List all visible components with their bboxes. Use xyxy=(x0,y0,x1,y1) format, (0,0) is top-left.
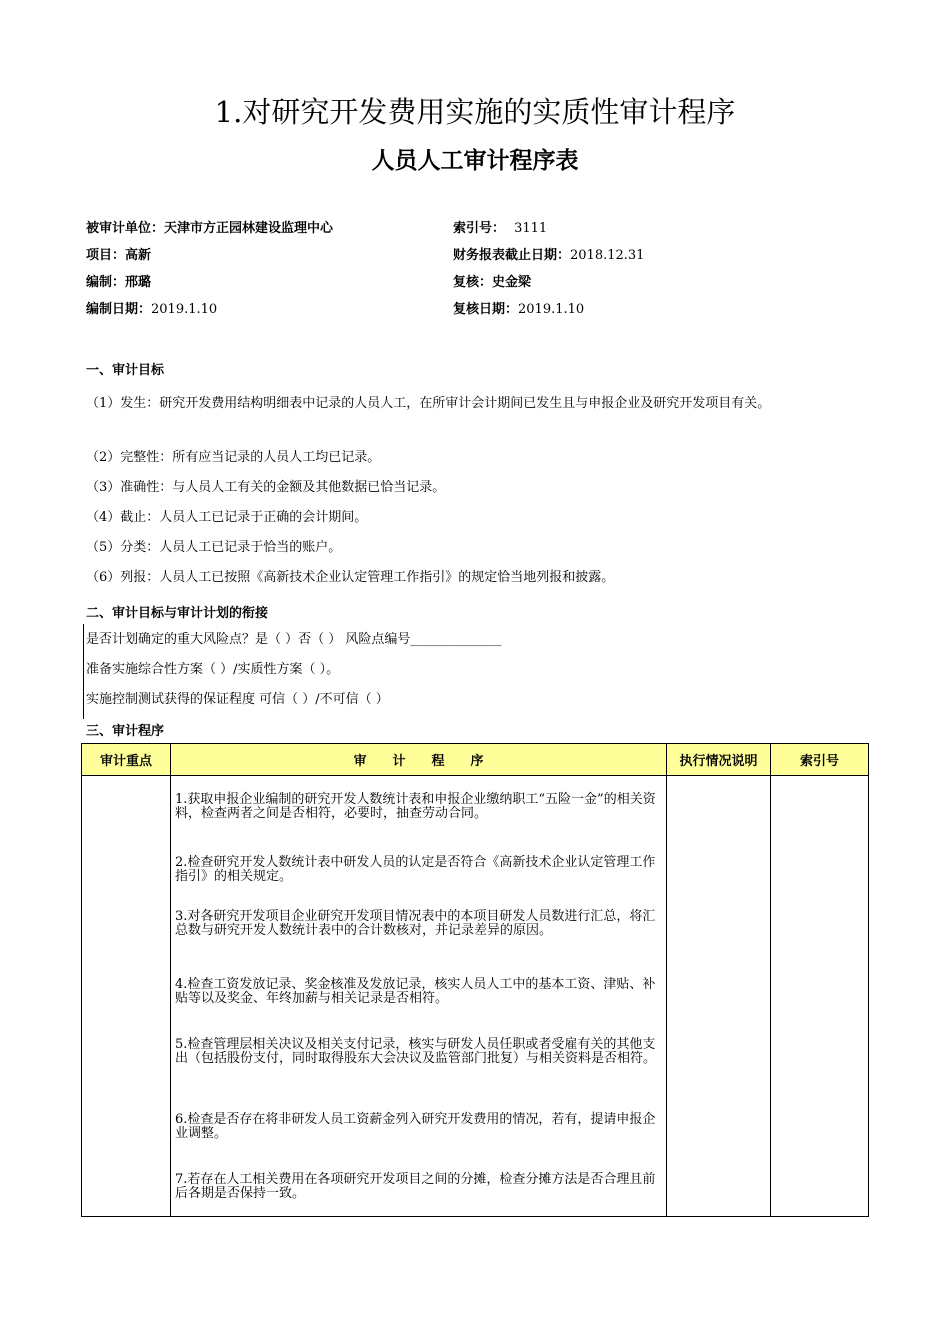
reviewer-value: 史金梁 xyxy=(492,275,532,290)
index-value: 3111 xyxy=(514,221,548,236)
preparer-row xyxy=(86,274,151,292)
section2-left-rule xyxy=(83,624,84,719)
review-date-value: 2019.1.10 xyxy=(518,302,585,317)
procedure-cell xyxy=(171,776,667,1217)
procedure-step: 7.若存在人工相关费用在各项研究开发项目之间的分摊，检查分摊方法是否合理且前后各期是否保持一致。 xyxy=(175,1172,656,1201)
section2-heading: 二、审计目标与审计计划的衔接 xyxy=(86,606,269,621)
project-label: 项目： xyxy=(86,248,126,263)
period-label: 财务报表截止日期： xyxy=(453,248,571,263)
table-row xyxy=(82,776,869,1217)
execution-cell[interactable] xyxy=(667,776,771,1217)
section1-heading: 一、审计目标 xyxy=(86,363,165,378)
page-title: 1.对研究开发费用实施的实质性审计程序 xyxy=(214,95,736,129)
plan-line: 是否计划确定的重大风险点？是（ ）否（ ） 风险点编号______________ xyxy=(86,632,502,647)
prep-date-row xyxy=(86,301,217,319)
audit-procedure-table xyxy=(81,743,869,1217)
objective-item: （4）截止：人员人工已记录于正确的会计期间。 xyxy=(86,510,368,525)
entity-row xyxy=(86,220,333,238)
reviewer-row xyxy=(453,274,531,292)
plan-line: 实施控制测试获得的保证程度 可信（ ）/不可信（ ） xyxy=(86,692,389,707)
procedure-step: 4.检查工资发放记录、奖金核准及发放记录，核实人员人工中的基本工资、津贴、补贴等以及奖金、年终加薪与相关记录是否相符。 xyxy=(175,977,656,1006)
col-header-execution: 执行情况说明 xyxy=(667,744,771,776)
prep-date-label: 编制日期： xyxy=(86,302,152,317)
objective-item: （1）发生：研究开发费用结构明细表中记录的人员人工，在所审计会计期间已发生且与申报企业及研究开发项目有关。 xyxy=(86,396,771,411)
page-subtitle: 人员人工审计程序表 xyxy=(371,147,579,174)
col-header-index: 索引号 xyxy=(771,744,869,776)
table-header-row xyxy=(82,744,869,776)
focus-cell[interactable] xyxy=(82,776,171,1217)
procedure-step: 3.对各研究开发项目企业研究开发项目情况表中的本项目研发人员数进行汇总，将汇总数与研究开发人数统计表中的合计数核对，并记录差异的原因。 xyxy=(175,909,656,938)
review-date-row xyxy=(453,301,584,319)
plan-line: 准备实施综合性方案（ ）/实质性方案（ ）。 xyxy=(86,662,340,677)
index-cell[interactable] xyxy=(771,776,869,1217)
project-row xyxy=(86,247,151,265)
objective-item: （5）分类：人员人工已记录于恰当的账户。 xyxy=(86,540,342,555)
procedure-step: 2.检查研究开发人数统计表中研发人员的认定是否符合《高新技术企业认定管理工作指引》的相关规定。 xyxy=(175,855,656,884)
col-header-focus: 审计重点 xyxy=(82,744,171,776)
objective-item: （2）完整性：所有应当记录的人员人工均已记录。 xyxy=(86,450,381,465)
entity-label: 被审计单位： xyxy=(86,221,165,236)
procedure-step: 5.检查管理层相关决议及相关支付记录，核实与研发人员任职或者受雇有关的其他支出（包括股份支付，同时取得股东大会决议及监管部门批复）与相关资料是否相符。 xyxy=(175,1037,657,1066)
reviewer-label: 复核： xyxy=(453,275,493,290)
prep-date-value: 2019.1.10 xyxy=(151,302,218,317)
review-date-label: 复核日期： xyxy=(453,302,519,317)
preparer-value: 邢璐 xyxy=(125,275,152,290)
index-row xyxy=(453,220,547,238)
period-value: 2018.12.31 xyxy=(570,248,645,263)
project-value: 高新 xyxy=(125,248,152,263)
preparer-label: 编制： xyxy=(86,275,126,290)
col-header-procedure: 审 计 程 序 xyxy=(171,744,667,776)
procedure-step: 1.获取申报企业编制的研究开发人数统计表和申报企业缴纳职工“五险一金”的相关资料，检查两者之间是否相符，必要时，抽查劳动合同。 xyxy=(175,792,656,821)
section3-heading: 三、审计程序 xyxy=(86,724,165,739)
index-label: 索引号： xyxy=(453,221,506,236)
period-row xyxy=(453,247,644,265)
objective-item: （3）准确性：与人员人工有关的金额及其他数据已恰当记录。 xyxy=(86,480,446,495)
procedure-step: 6.检查是否存在将非研发人员工资薪金列入研究开发费用的情况，若有，提请申报企业调整。 xyxy=(175,1112,656,1141)
objective-item: （6）列报：人员人工已按照《高新技术企业认定管理工作指引》的规定恰当地列报和披露。 xyxy=(86,570,615,585)
entity-value: 天津市方正园林建设监理中心 xyxy=(164,221,334,236)
